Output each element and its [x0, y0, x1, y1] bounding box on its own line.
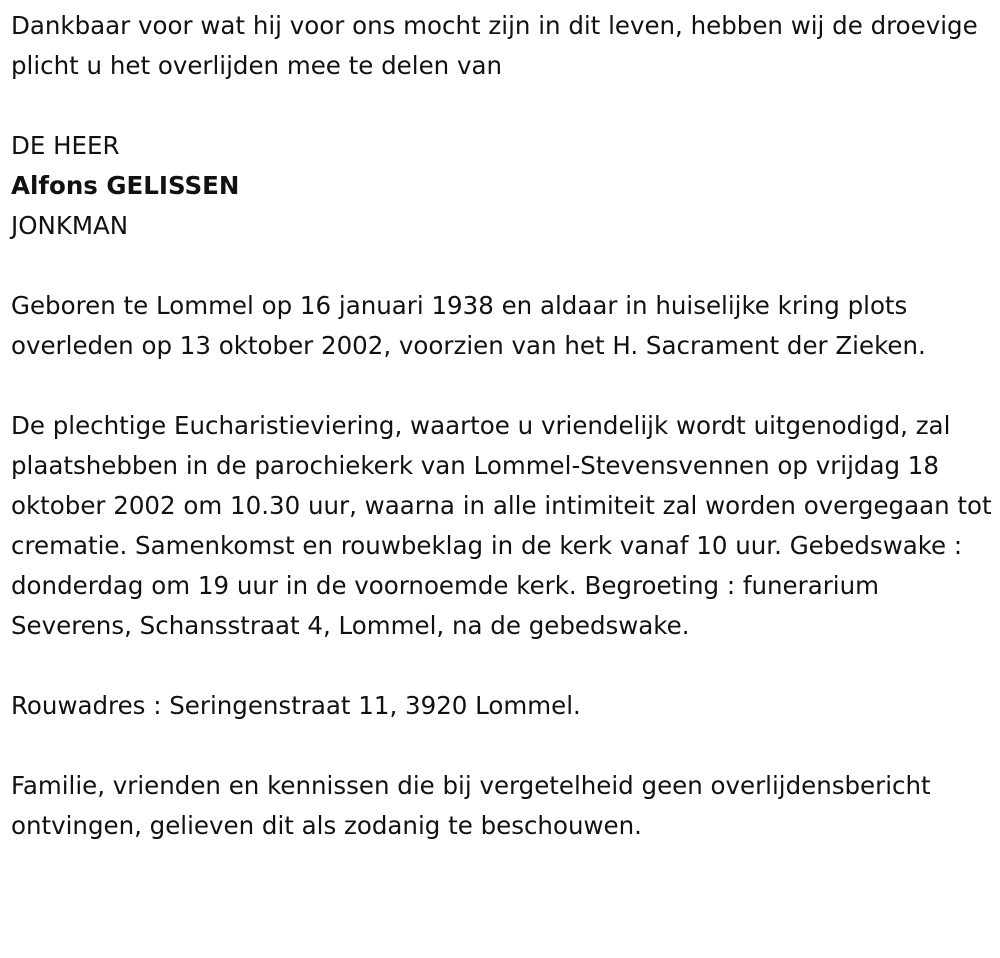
spacer: [11, 726, 996, 766]
spacer: [11, 246, 996, 286]
deceased-status: JONKMAN: [11, 211, 129, 240]
mourning-address: Rouwadres : Seringenstraat 11, 3920 Lommel.: [11, 691, 581, 720]
spacer: [11, 366, 996, 406]
spacer: [11, 86, 996, 126]
ceremony-paragraph: De plechtige Eucharistieviering, waartoe u vriendelijk wordt uitgenodigd, zal plaatshebben in de parochiekerk van Lommel-Stevensvennen op vrijdag 18 oktober 2002 om 10.30 uur, waarna in alle intimiteit zal worden overgegaan tot crematie. Samenkomst en rouwbeklag in de kerk vanaf 10 uur. Gebedswake : donderdag om 19 uur in de voornoemde kerk. Begroeting : funerarium Severens, Schansstraat 4, Lommel, na de gebedswake.: [11, 411, 992, 640]
closing-paragraph: Familie, vrienden en kennissen die bij vergetelheid geen overlijdensbericht ontvingen, gelieven dit als zodanig te beschouwen.: [11, 771, 931, 840]
intro-paragraph: Dankbaar voor wat hij voor ons mocht zijn in dit leven, hebben wij de droevige plicht u het overlijden mee te delen van: [11, 11, 978, 80]
spacer: [11, 646, 996, 686]
deceased-name: Alfons GELISSEN: [11, 171, 240, 200]
birth-death-paragraph: Geboren te Lommel op 16 januari 1938 en aldaar in huiselijke kring plots overleden op 13 oktober 2002, voorzien van het H. Sacrament der Zieken.: [11, 291, 926, 360]
deceased-title: DE HEER: [11, 131, 120, 160]
death-notice: [11, 6, 996, 846]
